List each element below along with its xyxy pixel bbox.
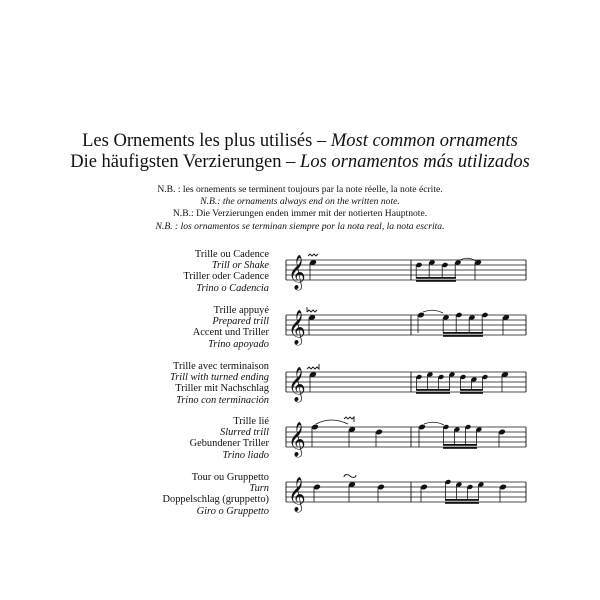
beam [443, 447, 477, 449]
beam [460, 392, 483, 394]
beam [443, 444, 477, 446]
title-line-2 [0, 152, 600, 173]
label-de: Gebundener Triller [189, 438, 269, 450]
label-es: Trino o Cadencia [196, 282, 269, 294]
label-es: Giro o Gruppetto [196, 505, 269, 517]
label-fr: Tour ou Gruppetto [191, 472, 269, 483]
label-de: Accent und Triller [192, 327, 269, 339]
mordent-icon [308, 254, 318, 256]
title-en: Most common ornaments [330, 131, 518, 151]
staff-prepared-trill [286, 307, 526, 347]
label-fr: Trille appuyé [213, 305, 269, 316]
label-fr: Trille lié [233, 416, 269, 427]
label-en: Turn [249, 483, 269, 495]
ornament-label [190, 416, 269, 461]
note-en: N.B.: the ornaments always end on the written note. [200, 196, 400, 208]
ornament-label [163, 472, 269, 517]
label-de: Triller mit Nachschlag [175, 383, 269, 395]
ornament-row-turn [0, 469, 600, 539]
note-es: N.B. : los ornamentos se terminan siempre por la nota real, la nota escrita. [155, 220, 445, 232]
slur [424, 422, 444, 425]
label-es: Trino liado [222, 449, 269, 461]
turn-icon [344, 475, 356, 478]
label-es: Trino con terminación [176, 394, 269, 406]
staff-slurred-trill [286, 419, 526, 459]
beam [460, 389, 483, 391]
label-en: Prepared trill [212, 316, 269, 328]
beam [443, 332, 483, 334]
title-fr: Les Ornements les plus utilisés – [82, 131, 331, 151]
ornament-label [193, 305, 269, 350]
title-line-1 [0, 131, 600, 152]
note-fr: N.B. : les ornements se terminent toujours par la note réelle, la note écrite. [157, 184, 443, 195]
treble-clef-icon: 𝄞 [288, 255, 306, 290]
treble-clef-icon: 𝄞 [288, 310, 306, 345]
beam [445, 499, 479, 501]
label-en: Trill or Shake [211, 260, 269, 272]
label-en: Slurred trill [220, 427, 269, 439]
treble-clef-icon: 𝄞 [288, 422, 306, 457]
beam [416, 392, 450, 394]
treble-clef-icon: 𝄞 [288, 367, 306, 402]
beam [443, 335, 483, 337]
beam [416, 277, 456, 279]
tie [423, 310, 443, 313]
staff-turned-ending [286, 364, 526, 404]
label-de: Doppelschlag (gruppetto) [162, 494, 269, 506]
treble-clef-icon: 𝄞 [288, 477, 306, 512]
trill-turned-ending-icon [344, 417, 354, 422]
prepared-trill-icon [307, 307, 317, 312]
title-de: Die häufigsten Verzierungen – [70, 152, 301, 172]
ornament-label [170, 361, 269, 406]
notes-block [0, 184, 600, 233]
label-fr: Trille ou Cadence [194, 249, 269, 260]
ornament-label [183, 249, 269, 294]
note-de: N.B.: Die Verzierungen enden immer mit der notierten Hauptnote. [172, 208, 428, 220]
label-en: Trill with turned ending [169, 372, 269, 384]
tie [460, 258, 476, 261]
trill-turned-ending-icon [307, 364, 319, 369]
label-es: Trino apoyado [208, 338, 269, 350]
beam [416, 389, 450, 391]
beam [445, 502, 479, 504]
staff-turn [286, 474, 526, 514]
title-es: Los ornamentos más utilizados [300, 152, 530, 172]
beam [416, 280, 456, 282]
label-fr: Trille avec terminaison [173, 361, 269, 372]
label-de: Triller oder Cadence [183, 271, 269, 283]
slur [316, 420, 348, 424]
title-block [0, 131, 600, 173]
staff-trill [286, 252, 526, 292]
